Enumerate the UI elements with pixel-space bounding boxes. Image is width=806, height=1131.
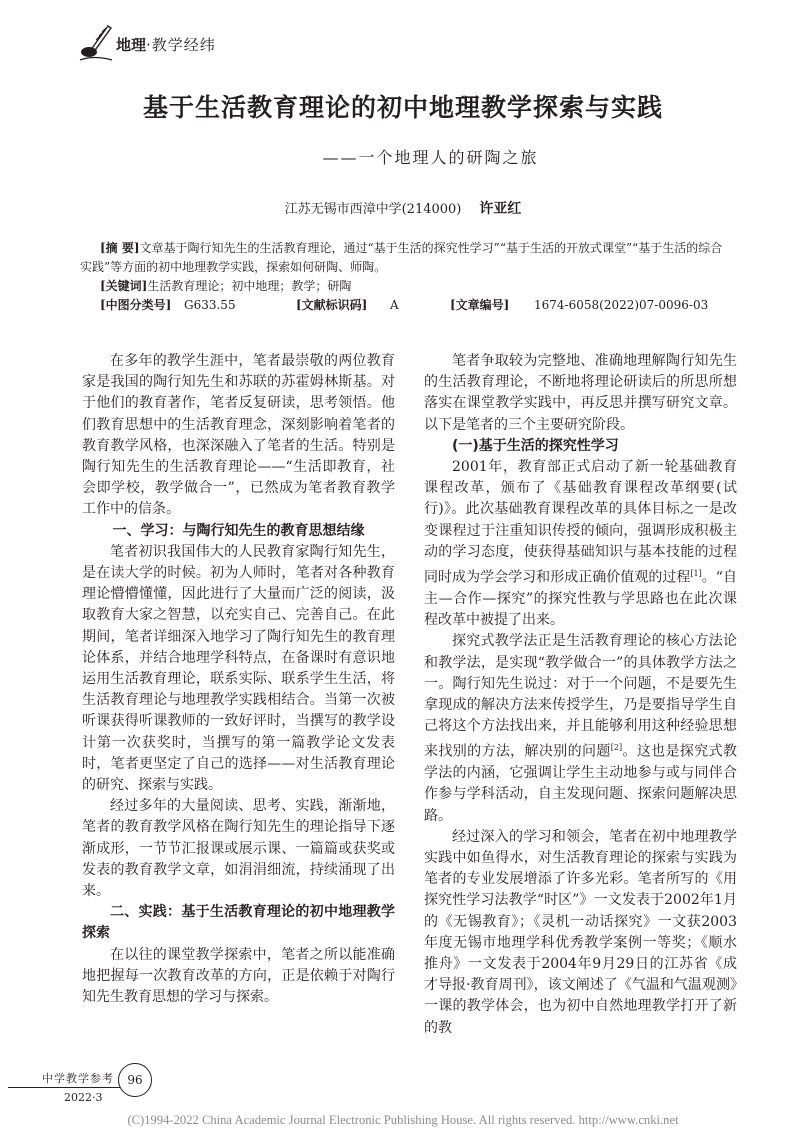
page-number: 96 bbox=[118, 1063, 152, 1097]
article-number-label: [文章编号] bbox=[450, 298, 510, 312]
section-heading: 一、学习：与陶行知先生的教育思想结缘 bbox=[112, 522, 365, 539]
author-name: 许亚红 bbox=[479, 201, 522, 217]
abstract-block bbox=[80, 239, 730, 315]
right-column bbox=[424, 351, 737, 1039]
paragraph-text: 探究式教学法正是生活教育理论的核心方法论和教学法，是实现“教学做合一”的具体教学方法之一。陶行知先生说过：对于一个问题，不是要先生拿现成的解决方法来传授学生，乃是要指导学生自己将这个方法找出来，并且能够利用这种经验思想来找别的方法，解决别的问题 bbox=[424, 633, 737, 760]
abstract bbox=[80, 239, 730, 277]
citation-ref: [1] bbox=[690, 569, 702, 579]
keywords-text: 生活教育理论；初中地理；教学；研陶 bbox=[147, 279, 352, 293]
institution: 江苏无锡市西漳中学(214000) bbox=[284, 202, 462, 217]
abstract-text: 文章基于陶行知先生的生活教育理论，通过“基于生活的探究性学习”“基于生活的开放式课堂”“基于生活的综合实践”等方面的初中地理教学实践，探索如何研陶、师陶。 bbox=[80, 241, 723, 274]
running-header bbox=[76, 22, 276, 66]
abstract-label: [摘 要] bbox=[100, 241, 140, 255]
classification-row bbox=[80, 296, 730, 315]
paragraph-text: 。“自主—合作—探究”的探究性教与学思路也在此次课程改革中被提了出来。 bbox=[424, 569, 737, 629]
keywords bbox=[80, 277, 730, 296]
journal-name: 中学教学参考 bbox=[42, 1072, 114, 1085]
paragraph bbox=[424, 457, 737, 631]
paragraph bbox=[424, 631, 737, 826]
footer-rule bbox=[8, 1087, 128, 1088]
paragraph-text: 。这也是探究式教学法的内涵，它强调让学生主动地参与或与同伴合作参与学科活动，自主发现问题、探索问题解决思路。 bbox=[424, 743, 738, 824]
subsection-heading: (一)基于生活的探究性学习 bbox=[452, 437, 619, 454]
paragraph-text: 2001年，教育部正式启动了新一轮基础教育课程改革，颁布了《基础教育课程改革纲要(试行)》。此次基础教育课程改革的具体目标之一是改变课程过于注重知识传授的倾向，强调形成积极主动的学习态度，使获得基础知识与基本技能的过程同时成为学会学习和形成正确价值观的过程 bbox=[424, 459, 737, 586]
left-column bbox=[82, 351, 395, 1008]
section-sub: ·教学经纬 bbox=[146, 36, 216, 54]
keywords-label: [关键词] bbox=[100, 279, 148, 293]
paragraph: 笔者争取较为完整地、准确地理解陶行知先生的生活教育理论，不断地将理论研读后的所思所想落实在课堂教学实践中，再反思并撰写研究文章。以下是笔者的三个主要研究阶段。 bbox=[424, 353, 737, 433]
paragraph: 在多年的教学生涯中，笔者最崇敬的两位教育家是我国的陶行知先生和苏联的苏霍姆林斯基。对于他们的教育著作，笔者反复研读，思考领悟。他们教育思想中的生活教育理念，深刻影响着笔者的教育教学风格，也深深融入了笔者的生活。特别是陶行知先生的生活教育理论——“生活即教育，社会即学校，教学做合一”，已然成为笔者教育教学工作中的信条。 bbox=[82, 353, 395, 518]
quill-pen-icon bbox=[76, 22, 116, 66]
citation-ref: [2] bbox=[610, 743, 623, 753]
paragraph: 经过深入的学习和领会，笔者在初中地理教学实践中如鱼得水，对生活教育理论的探索与实践为笔者的专业发展增添了许多光彩。笔者所写的《用探究性学习法教学“时区”》一文发表于2002年1月的《无锡教育》；《灵机一动话探究》一文获2003年度无锡市地理学科优秀教学案例一等奖；《顺水推舟》一文发表于2004年9月29日的江苏省《成才导报·教育周刊》，该文阐述了《气温和气温观测》一课的教学体会，也为初中自然地理教学打开了新的教 bbox=[424, 828, 737, 1036]
doc-code-value: A bbox=[390, 298, 399, 312]
paragraph: 经过多年的大量阅读、思考、实践，渐渐地，笔者的教育教学风格在陶行知先生的理论指导下逐渐成形，一节节汇报课或展示课、一篇篇或获奖或发表的教育教学文章，如涓涓细流，持续涌现了出来。 bbox=[82, 798, 395, 900]
copyright-notice: (C)1994-2022 China Academic Journal Electronic Publishing House. All rights reserved. http://www.cnki.net bbox=[127, 1113, 679, 1127]
doc-code-label: [文献标识码] bbox=[296, 298, 368, 312]
issue-number: 2022·3 bbox=[64, 1091, 103, 1104]
article-subtitle: ——一个地理人的研陶之旅 bbox=[322, 148, 539, 167]
section-label bbox=[116, 34, 216, 55]
paragraph: 在以往的课堂教学探索中，笔者之所以能准确地把握每一次教育改革的方向，正是依赖于对陶行知先生教育思想的学习与探索。 bbox=[82, 946, 395, 1006]
clc-value: G633.55 bbox=[184, 298, 236, 312]
article-number-value: 1674-6058(2022)07-0096-03 bbox=[534, 298, 709, 312]
article-title: 基于生活教育理论的初中地理教学探索与实践 bbox=[142, 93, 663, 122]
section-main: 地理 bbox=[116, 36, 147, 54]
clc-label: [中图分类号] bbox=[100, 298, 172, 312]
section-heading: 二、实践：基于生活教育理论的初中地理教学探索 bbox=[82, 904, 395, 942]
author-line bbox=[0, 198, 806, 218]
paragraph: 笔者初识我国伟大的人民教育家陶行知先生，是在读大学的时候。初为人师时，笔者对各种教育理论懵懵懂懂，因此进行了大量而广泛的阅读，汲取教育大家之智慧，以充实自己、完善自己。在此期间，笔者详细深入地学习了陶行知先生的教育理论体系，并结合地理学科特点，在备课时有意识地运用生活教育理论，联系实际、联系学生生活，将生活教育理论与地理教学实践相结合。当第一次被听课获得听课教师的一致好评时，当撰写的教学设计第一次获奖时，当撰写的第一篇教学论文发表时，笔者更坚定了自己的选择——对生活教育理论的研究、探索与实践。 bbox=[82, 543, 395, 794]
